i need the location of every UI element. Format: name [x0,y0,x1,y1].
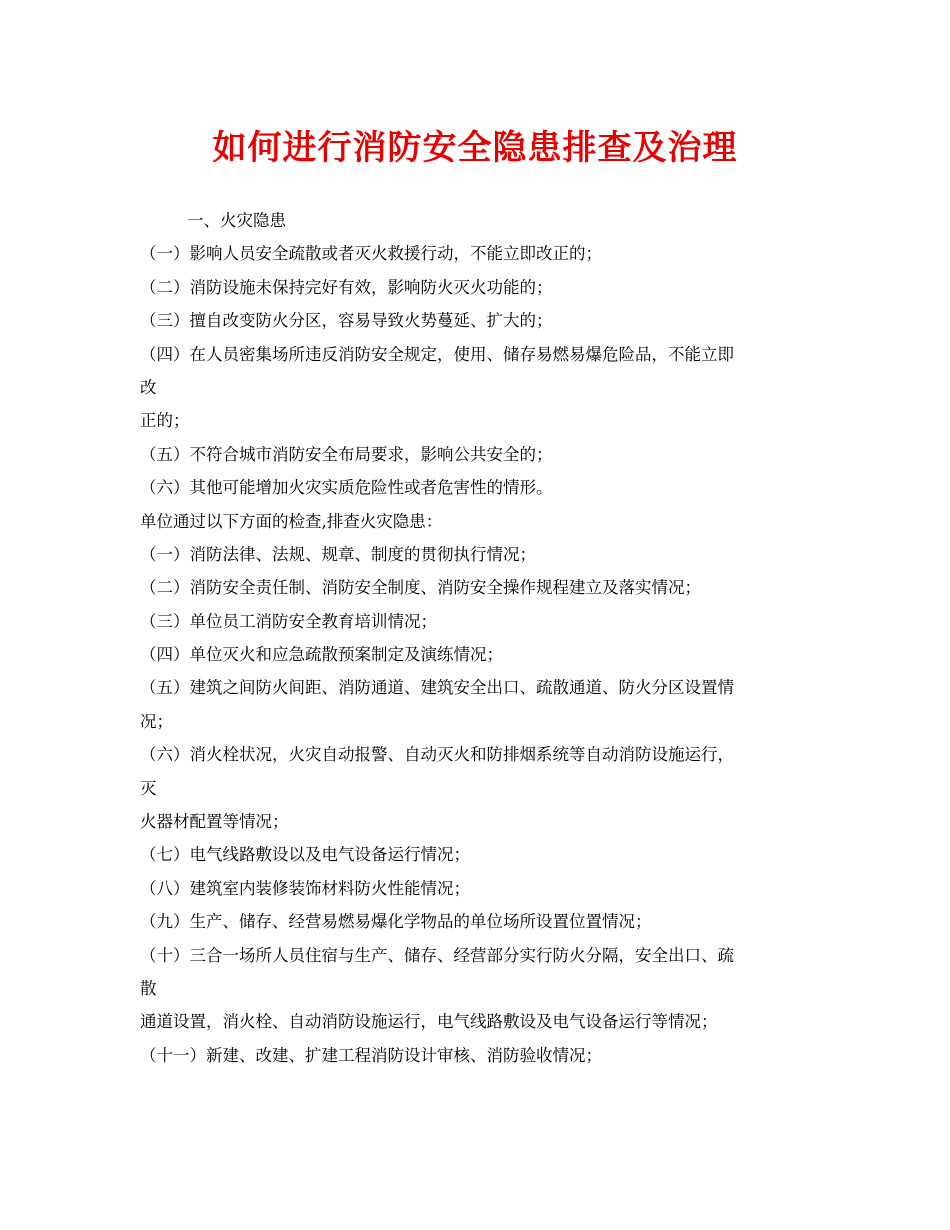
text-line: （七）电气线路敷设以及电气设备运行情况； [140,845,470,865]
document-title: 如何进行消防安全隐患排查及治理 [212,128,738,168]
text-line: （九）生产、储存、经营易燃易爆化学物品的单位场所设置位置情况； [140,912,652,932]
text-line: （八）建筑室内装修装饰材料防火性能情况； [140,878,470,898]
text-line: （十）三合一场所人员住宿与生产、储存、经营部分实行防火分隔，安全出口、疏 [140,945,734,965]
text-line: 灭 [140,778,157,798]
text-line: （二）消防安全责任制、消防安全制度、消防安全操作规程建立及落实情况； [140,578,701,598]
text-line: 改 [140,377,157,397]
text-line: （四）单位灭火和应急疏散预案制定及演练情况； [140,645,503,665]
text-line: （六）消火栓状况，火灾自动报警、自动灭火和防排烟系统等自动消防设施运行， [140,745,734,765]
text-line: （三）单位员工消防安全教育培训情况； [140,611,437,631]
text-line: 正的； [140,411,190,431]
text-line: （三）擅自改变防火分区，容易导致火势蔓延、扩大的； [140,311,553,331]
text-line: （十一）新建、改建、扩建工程消防设计审核、消防验收情况； [140,1045,602,1065]
text-line: （一）影响人员安全疏散或者灭火救援行动，不能立即改正的； [140,244,602,264]
section-heading-fire-hazard: 一、火灾隐患 [187,211,286,230]
text-line: （一）消防法律、法规、规章、制度的贯彻执行情况； [140,544,536,564]
text-line: （六）其他可能增加火灾实质危险性或者危害性的情形。 [140,478,553,498]
text-line: （四）在人员密集场所违反消防安全规定，使用、储存易燃易爆危险品，不能立即 [140,344,734,364]
text-line: 火器材配置等情况； [140,812,289,832]
text-line: 单位通过以下方面的检查,排查火灾隐患： [140,511,443,531]
text-line: 通道设置，消火栓、自动消防设施运行，电气线路敷设及电气设备运行等情况； [140,1012,718,1032]
text-line: （五）不符合城市消防安全布局要求，影响公共安全的； [140,444,553,464]
text-line: 况； [140,711,173,731]
text-line: （五）建筑之间防火间距、消防通道、建筑安全出口、疏散通道、防火分区设置情 [140,678,734,698]
text-line: 散 [140,978,157,998]
text-line: （二）消防设施未保持完好有效，影响防火灭火功能的； [140,277,553,297]
document-body [140,204,820,1072]
